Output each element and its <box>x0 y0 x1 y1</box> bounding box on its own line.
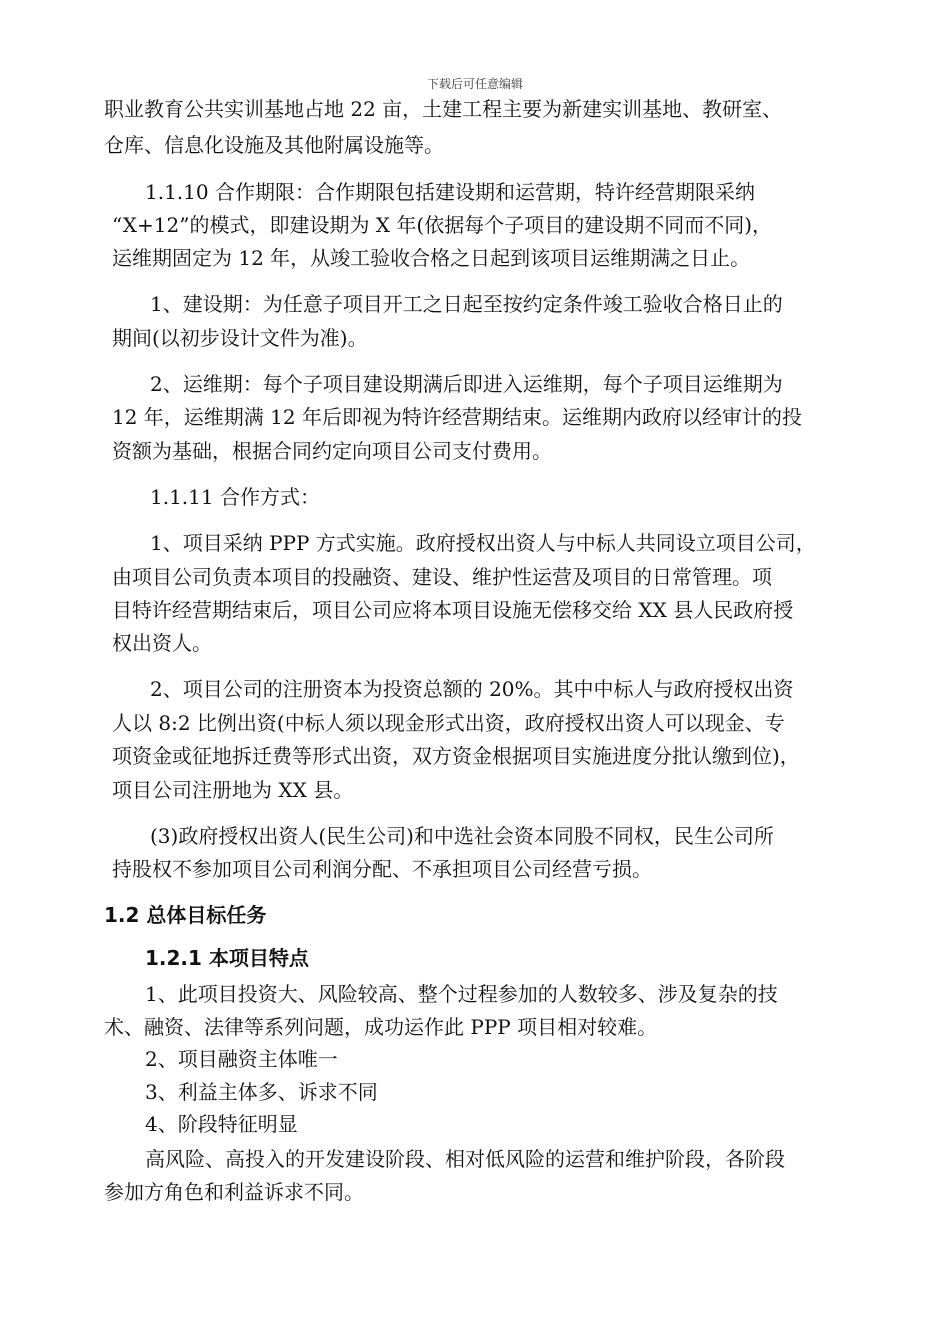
list-item: 3、利益主体多、诉求不同 <box>145 1080 378 1104</box>
page-header-note: 下载后可任意编辑 <box>426 77 523 91</box>
text-line: 项资金或征地拆迁费等形式出资，双方资金根据项目实施进度分批认缴到位)， <box>112 744 800 768</box>
text-line: 期间(以初步设计文件为准)。 <box>112 326 368 350</box>
section-heading: 1.2 总体目标任务 <box>104 903 267 927</box>
list-item: 1、此项目投资大、风险较高、整个过程参加的人数较多、涉及复杂的技 <box>145 982 778 1006</box>
list-item: 参加方角色和利益诉求不同。 <box>104 1180 364 1204</box>
text-line: 职业教育公共实训基地占地 22 亩，土建工程主要为新建实训基地、教研室、 <box>104 97 783 121</box>
text-line: 1.1.10 合作期限：合作期限包括建设期和运营期，特许经营期限采纳 <box>145 180 755 204</box>
text-line: 人以 8:2 比例出资(中标人须以现金形式出资，政府授权出资人可以现金、专 <box>112 711 785 735</box>
text-line: (3)政府授权出资人(民生公司)和中选社会资本同股不同权，民生公司所 <box>150 824 774 848</box>
list-item: 4、阶段特征明显 <box>145 1112 298 1136</box>
text-line: “X+12”的模式，即建设期为 X 年(依据每个子项目的建设期不同而不同)， <box>112 213 773 237</box>
text-line: 由项目公司负责本项目的投融资、建设、维护性运营及项目的日常管理。项 <box>112 565 772 589</box>
list-item: 高风险、高投入的开发建设阶段、相对低风险的运营和维护阶段，各阶段 <box>145 1147 785 1171</box>
text-line: 1.1.11 合作方式： <box>150 485 320 509</box>
text-line: 仓库、信息化设施及其他附属设施等。 <box>104 133 444 157</box>
text-line: 运维期固定为 12 年，从竣工验收合格之日起到该项目运维期满之日止。 <box>112 246 751 270</box>
text-line: 12 年，运维期满 12 年后即视为特许经营期结束。运维期内政府以经审计的投 <box>112 405 802 429</box>
text-line: 2、项目公司的注册资本为投资总额的 20%。其中中标人与政府授权出资 <box>150 677 794 701</box>
text-line: 权出资人。 <box>112 631 212 655</box>
subsection-heading: 1.2.1 本项目特点 <box>145 946 309 970</box>
text-line: 1、建设期：为任意子项目开工之日起至按约定条件竣工验收合格日止的 <box>150 292 783 316</box>
text-line: 2、运维期：每个子项目建设期满后即进入运维期，每个子项目运维期为 <box>150 372 783 396</box>
text-line: 目特许经营期结束后，项目公司应将本项目设施无偿移交给 XX 县人民政府授 <box>112 598 794 622</box>
text-line: 项目公司注册地为 XX 县。 <box>112 778 354 802</box>
text-line: 资额为基础，根据合同约定向项目公司支付费用。 <box>112 439 552 463</box>
text-line: 1、项目采纳 PPP 方式实施。政府授权出资人与中标人共同设立项目公司， <box>150 531 816 555</box>
list-item: 2、项目融资主体唯一 <box>145 1047 338 1071</box>
list-item: 术、融资、法律等系列问题，成功运作此 PPP 项目相对较难。 <box>104 1015 658 1039</box>
text-line: 持股权不参加项目公司利润分配、不承担项目公司经营亏损。 <box>112 857 652 881</box>
